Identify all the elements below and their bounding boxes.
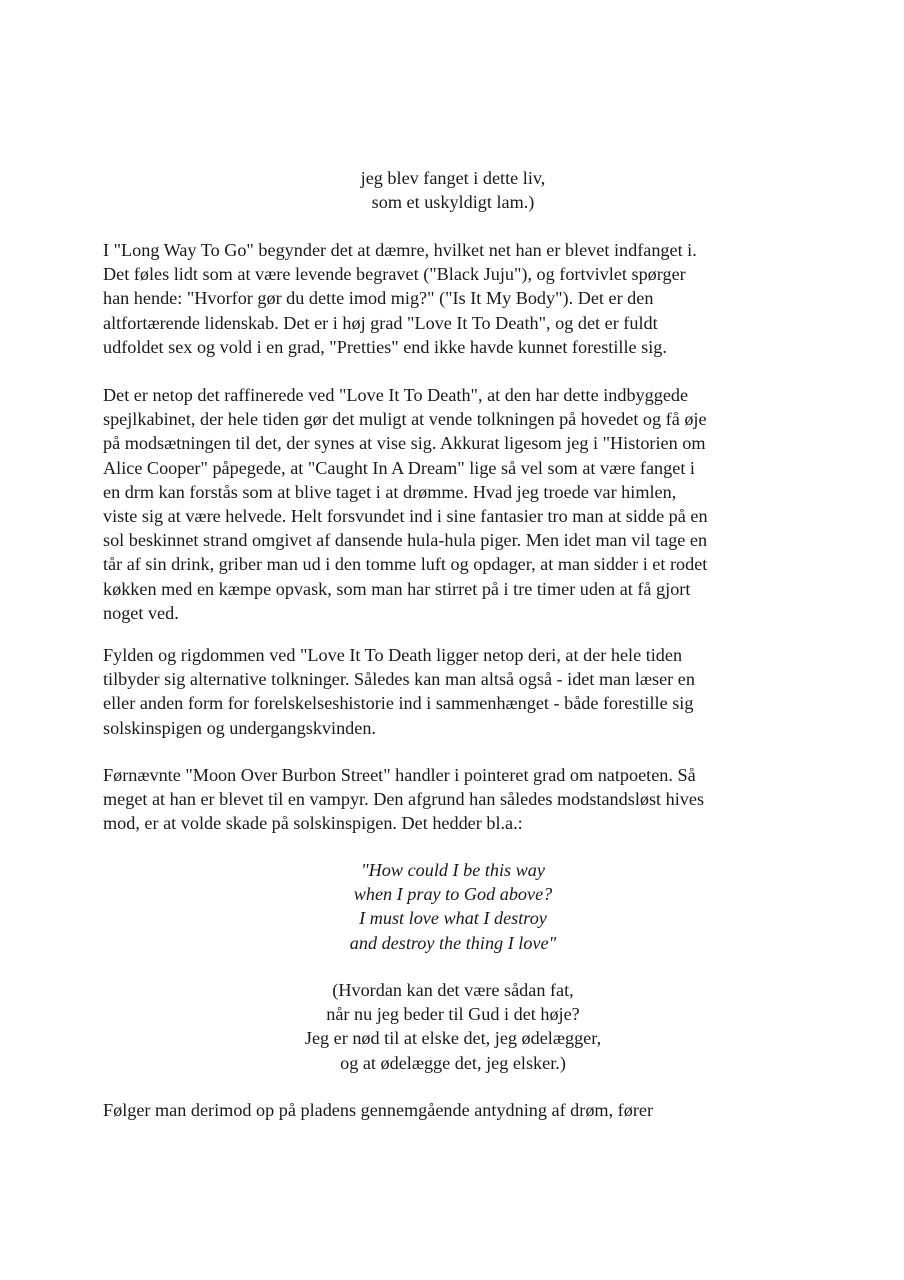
poem-line: som et uskyldigt lam.)	[371, 192, 535, 213]
poem-line: jeg blev fanget i dette liv,	[360, 168, 546, 188]
text-line: Det føles lidt som at være levende begravet ("Black Juju"), og fortvivlet spørger	[103, 264, 686, 285]
text-line: køkken med en kæmpe opvask, som man har stirret på i tre timer uden at få gjort	[103, 578, 691, 599]
text-line: Førnævnte "Moon Over Burbon Street" handler i pointeret grad om natpoeten. Så	[103, 765, 696, 785]
quote-english	[103, 858, 803, 955]
text-line: en drm kan forstås som at blive taget i at drømme. Hvad jeg troede var himlen,	[103, 481, 677, 502]
text-line: tår af sin drink, griber man ud i den tomme luft og opdager, at man sidder i et rodet	[103, 554, 708, 575]
text-line: han hende: "Hvorfor gør du dette imod mig?" ("Is It My Body"). Det er den	[103, 288, 654, 309]
quote-line: og at ødelægge det, jeg elsker.)	[340, 1052, 566, 1073]
paragraph	[103, 643, 803, 740]
text-line: Alice Cooper" påpegede, at "Caught In A Dream" lige så vel som at være fanget i	[103, 457, 695, 478]
text-line: viste sig at være helvede. Helt forsvundet ind i sine fantasier tro man at sidde på en	[103, 506, 708, 527]
text-line: Det er netop det raffinerede ved "Love It To Death", at den har dette indbyggede	[103, 385, 689, 405]
text-line: sol beskinnet strand omgivet af dansende hula-hula piger. Men idet man vil tage en	[103, 530, 708, 551]
text-line: eller anden form for forelskelseshistorie ind i sammenhænget - både forestille sig	[103, 693, 694, 714]
text-line: meget at han er blevet til en vampyr. Den afgrund han således modstandsløst hives	[103, 789, 705, 810]
quote-line: "How could I be this way	[361, 860, 545, 880]
text-line: tilbyder sig alternative tolkninger. Således kan man altså også - idet man læser en	[103, 669, 695, 690]
poem-end	[103, 166, 803, 214]
quote-danish	[103, 978, 803, 1075]
text-line: udfoldet sex og vold i en grad, "Pretties" end ikke havde kunnet forestille sig.	[103, 336, 667, 357]
text-line: spejlkabinet, der hele tiden gør det muligt at vende tolkningen på hovedet og få øje	[103, 409, 707, 430]
paragraph	[103, 1098, 803, 1122]
quote-line: when I pray to God above?	[353, 884, 553, 905]
paragraph	[103, 763, 803, 836]
paragraph	[103, 238, 803, 359]
text-line: I "Long Way To Go" begynder det at dæmre, hvilket net han er blevet indfanget i.	[103, 240, 697, 260]
quote-line: and destroy the thing I love"	[349, 932, 557, 953]
text-line: noget ved.	[103, 602, 179, 623]
quote-line: når nu jeg beder til Gud i det høje?	[326, 1004, 580, 1025]
quote-line: (Hvordan kan det være sådan fat,	[332, 980, 574, 1000]
text-line: på modsætningen til det, der synes at vise sig. Akkurat ligesom jeg i "Historien om	[103, 433, 706, 454]
text-line: altfortærende lidenskab. Det er i høj grad "Love It To Death", og det er fuldt	[103, 312, 658, 333]
text-line: Følger man derimod op på pladens gennemgående antydning af drøm, fører	[103, 1100, 654, 1120]
paragraph	[103, 383, 803, 625]
text-line: mod, er at volde skade på solskinspigen. Det hedder bl.a.:	[103, 813, 523, 834]
text-line: solskinspigen og undergangskvinden.	[103, 717, 376, 738]
quote-line: Jeg er nød til at elske det, jeg ødelægger,	[304, 1028, 602, 1049]
quote-line: I must love what I destroy	[359, 908, 547, 929]
text-line: Fylden og rigdommen ved "Love It To Death ligger netop deri, at der hele tiden	[103, 645, 683, 665]
